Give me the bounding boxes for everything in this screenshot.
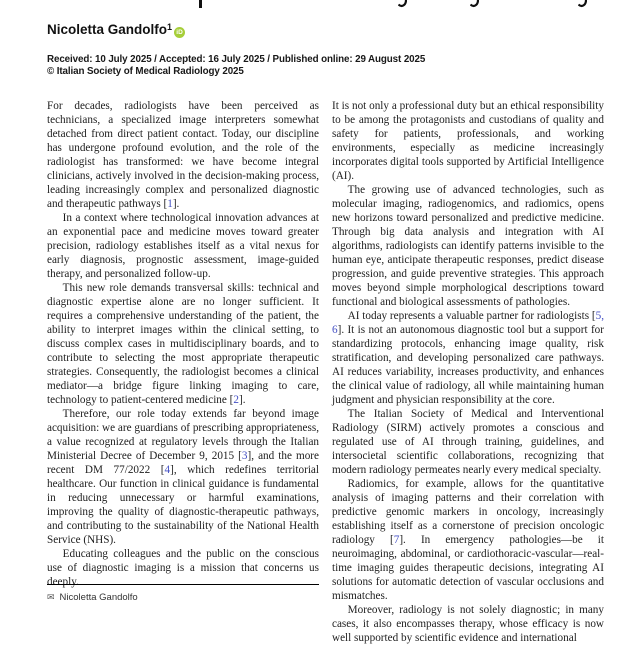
- left-column: [47, 99, 319, 645]
- received-accepted-published-line: Received: 10 July 2025 / Accepted: 16 July 2025 / Published online: 29 August 2025: [47, 54, 426, 65]
- citation-link[interactable]: 7: [393, 534, 400, 546]
- orcid-id-icon[interactable]: iD: [174, 27, 185, 38]
- paragraph: The Italian Society of Medical and Interventional Radiology (SIRM) actively promotes a conscious and regulated use of AI through training, guidelines, and intersocietal scientific collaborations, recognizing that modern radiology permeates nearly every medical specialty.: [332, 408, 604, 476]
- paragraph: Educating colleagues and the public on the conscious use of diagnostic imaging is a mission that concerns us deeply.: [47, 548, 319, 588]
- title-descender-hook: [398, 0, 407, 9]
- title-descender-hook: [578, 0, 587, 9]
- title-descender-hook: [470, 0, 479, 9]
- paragraph: Radiomics, for example, allows for the quantitative analysis of imaging patterns and their correlation with predictive genomic markers in oncology, increasingly establishing itself as a cornerstone of precision oncologic radiology [7]. In emergency pathologies—be it neuroimaging, abdominal, or cardiothoracic-vascular—real-time imaging guides therapeutic decisions, integrating AI solutions for automatic detection of vascular occlusions and mismatches.: [332, 478, 604, 602]
- footnote-divider: [47, 584, 319, 585]
- right-column: [332, 99, 604, 645]
- paragraph: AI today represents a valuable partner for radiologists [5, 6]. It is not an autonomous diagnostic tool but a support for standardizing protocols, enhancing image quality, risk stratification, and developing personalized care pathways. AI reduces variability, increases productivity, and enhances the clinical value of radiology, all while maintaining human judgment and physician responsibility at the core.: [332, 310, 604, 406]
- paragraph: The growing use of advanced technologies, such as molecular imaging, radiogenomics, and radiomics, opens new horizons toward personalized and predictive medicine. Through big data analysis and integration with AI algorithms, radiologists can identify patterns invisible to the human eye, anticipate therapeutic responses, predict disease progression, and guide preventive strategies. This approach moves beyond simple morphological descriptions toward functional and biological assessments of pathologies.: [332, 184, 604, 308]
- paragraph: In a context where technological innovation advances at an exponential pace and medicine moves toward greater precision, radiology establishes itself as a vital nexus for early diagnosis, prognostic assessment, image-guided therapy, and personalized follow-up.: [47, 212, 319, 280]
- paragraph: For decades, radiologists have been perceived as technicians, a specialized image interpreters somewhat detached from direct patient contact. Today, our discipline has undergone profound evolution, and the role of the radiologist has transformed: we have become integral clinicians, actively involved in the decision-making process, leading increasingly complex and personalized diagnostic and therapeutic pathways [1].: [47, 100, 319, 210]
- citation-link[interactable]: 2: [233, 394, 239, 406]
- citation-link[interactable]: 4: [164, 464, 171, 476]
- paragraph: Moreover, radiology is not solely diagnostic; in many cases, it also encompasses therapy, whose efficacy is now well supported by scientific evidence and international: [332, 604, 604, 644]
- cropped-title-descenders: [0, 0, 636, 9]
- author-affiliation-superscript: 1: [167, 22, 173, 32]
- author-name: Nicoletta Gandolfo: [47, 22, 168, 37]
- paragraph: It is not only a professional duty but an ethical responsibility to be among the protagonists and custodians of quality and safety for patients, professionals, and working environments, especially as medicine increasingly incorporates digital tools supported by Artificial Intelligence (AI).: [332, 100, 604, 182]
- title-descender-stem: [199, 0, 202, 8]
- correspondence-name: Nicoletta Gandolfo: [59, 592, 138, 600]
- envelope-icon: ✉: [47, 592, 55, 600]
- article-body: [47, 99, 604, 645]
- citation-link[interactable]: 1: [167, 198, 173, 210]
- paragraph: This new role demands transversal skills: technical and diagnostic expertise alone are no longer sufficient. It requires a comprehensive understanding of the patient, the ability to interpret images within the clinical setting, to discuss complex cases in multidisciplinary boards, and to contribute to selecting the most appropriate therapeutic strategies. Consequently, the radiologist becomes a clinical mediator—a bridge figure linking imaging to care, technology to patient-centered medicine [2].: [47, 282, 319, 406]
- copyright-line: © Italian Society of Medical Radiology 2025: [47, 66, 244, 77]
- citation-link[interactable]: 5, 6: [332, 310, 604, 336]
- author-line: [47, 22, 185, 38]
- correspondence-line: [47, 592, 319, 600]
- citation-link[interactable]: 3: [241, 450, 248, 462]
- paragraph: Therefore, our role today extends far beyond image acquisition: we are guardians of prescribing appropriateness, a value recognized at regulatory levels through the Italian Ministerial Decree of December 9, 2015 [3], and the more recent DM 77/2022 [4], which redefines territorial healthcare. Our function in clinical guidance is fundamental in reducing unnecessary or harmful examinations, improving the quality of diagnostic-therapeutic pathways, and contributing to the sustainability of the National Health Service (NHS).: [47, 408, 320, 546]
